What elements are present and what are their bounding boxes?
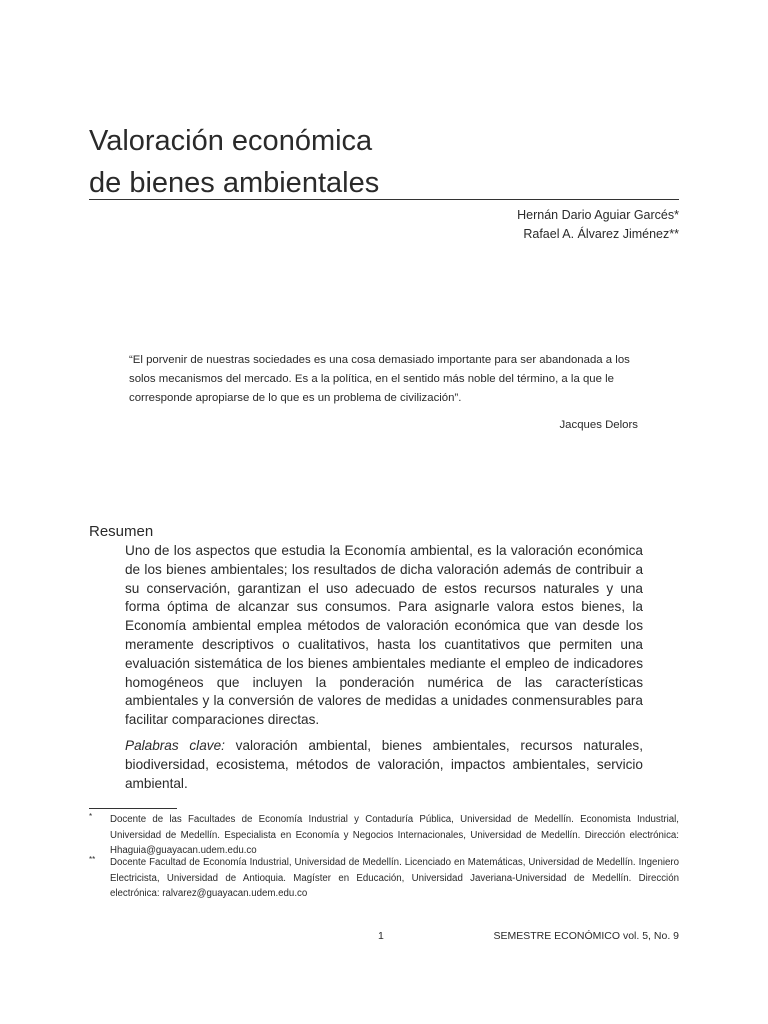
footnote-1 (89, 812, 679, 859)
footnote-2-text: Docente Facultad de Economía Industrial, Universidad de Medellín. Licenciado en Matemáticas, Universidad de Medellín. Ingeniero Electricista, Universidad de Antioquia. Magíster en Educación, Universidad Javeriana-Universidad de Medellín. Dirección electrónica: ralvarez@guayacan.udem.edu.co (110, 857, 679, 899)
authors-block (517, 206, 679, 244)
footnote-1-mark: * (89, 812, 93, 821)
epigraph-quote: “El porvenir de nuestras sociedades es una cosa demasiado importante para ser abandonada a los solos mecanismos del mercado. Es a la política, en el sentido más noble del término, a la que le corresponde apropiarse de lo que es un problema de civilización”. (129, 354, 630, 404)
abstract-body: Uno de los aspectos que estudia la Economía ambiental, es la valoración económica de los bienes ambientales; los resultados de dicha valoración además de contribuir a su conservación, garantizan el uso adecuado de estos recursos naturales y una forma óptima de alcanzar sus consumos. Para asignarle valora estos bienes, la Economía ambiental emplea métodos de valoración económica que van desde los meramente descriptivos o cualitativos, hasta los cuantitativos que permiten una evaluación sistemática de los bienes ambientales mediante el empleo de indicadores homogéneos que incluyen la ponderación numérica de las características ambientales y la conversión de valores de medidas a unidades conmensurables para facilitar comparaciones directas. (125, 543, 643, 728)
footnote-2-mark: ** (89, 855, 96, 864)
keywords-label: Palabras clave: (125, 737, 225, 753)
keywords-text: valoración ambiental, bienes ambientales, recursos naturales, biodiversidad, ecosistema, métodos de valoración, impactos ambientales, servicio ambiental. (125, 737, 643, 791)
footnote-2 (89, 855, 679, 902)
author-1: Hernán Dario Aguiar Garcés* (517, 208, 679, 222)
article-title (89, 120, 689, 204)
article-title-line-2: de bienes ambientales (89, 167, 380, 199)
abstract-heading: Resumen (89, 523, 154, 540)
footnote-1-text: Docente de las Facultades de Economía Industrial y Contaduría Pública, Universidad de Medellín. Economista Industrial, Universidad de Medellín. Especialista en Economía y Negocios Internacionales, Universidad de Medellín. Dirección electrónica: Hhaguia@guayacan.udem.edu.co (110, 814, 679, 856)
author-2: Rafael A. Álvarez Jiménez** (523, 227, 679, 241)
footnote-divider (89, 808, 177, 809)
page-number: 1 (378, 930, 384, 942)
article-title-line-1: Valoración económica (89, 125, 373, 157)
keywords-paragraph (125, 737, 643, 793)
title-divider (89, 199, 679, 200)
epigraph-author: Jacques Delors (559, 419, 638, 431)
abstract-block (125, 542, 643, 800)
journal-citation: SEMESTRE ECONÓMICO vol. 5, No. 9 (493, 930, 679, 942)
